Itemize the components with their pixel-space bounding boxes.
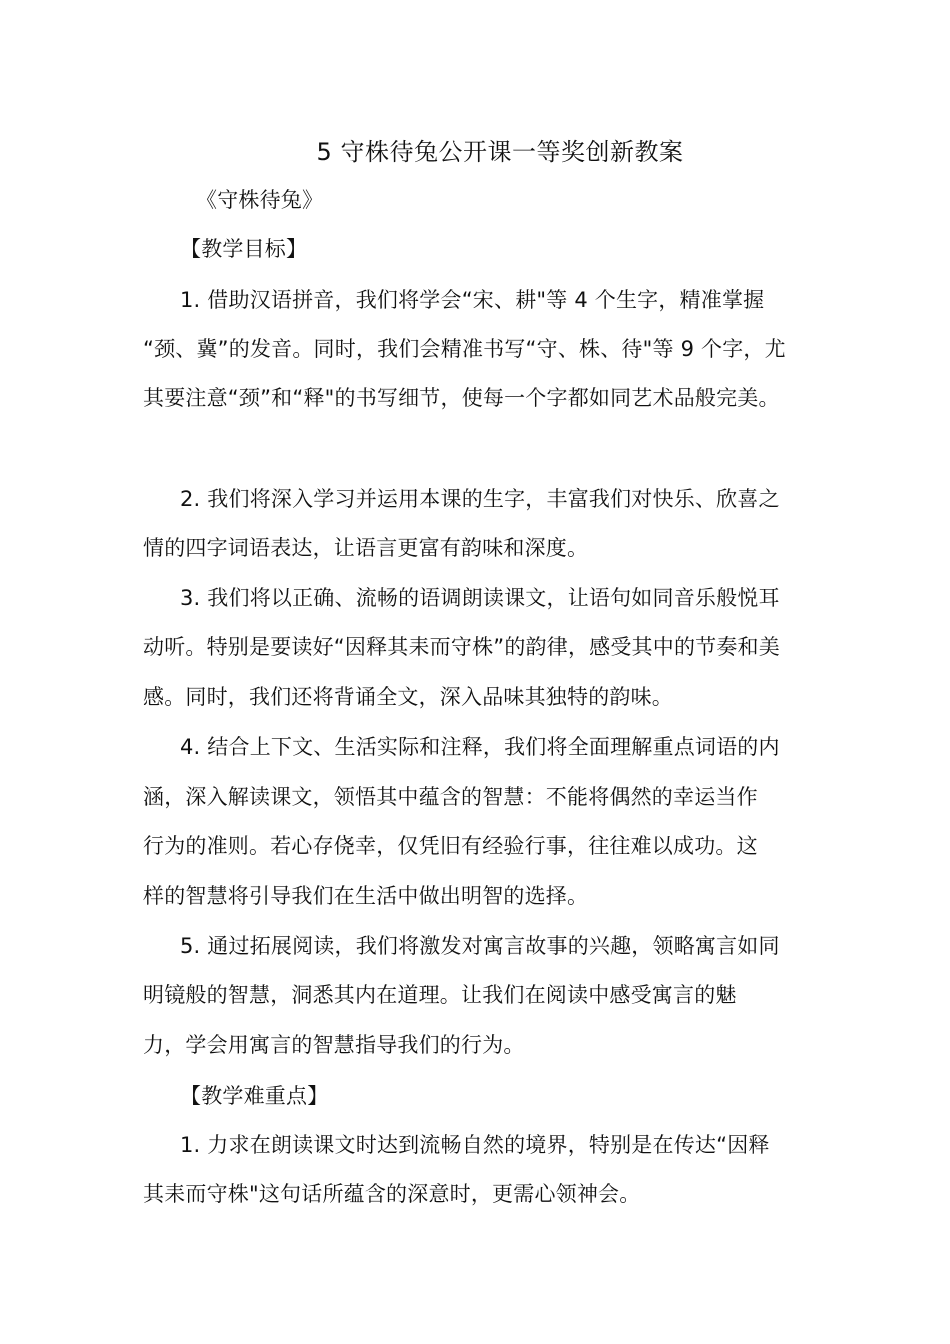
paragraph-line: 涵，深入解读课文，领悟其中蕴含的智慧：不能将偶然的幸运当作: [143, 785, 758, 809]
paragraph-line: 行为的准则。若心存侥幸，仅凭旧有经验行事，往往难以成功。这: [143, 834, 758, 858]
paragraph-line: 4. 结合上下文、生活实际和注释，我们将全面理解重点词语的内: [180, 735, 780, 759]
paragraph-line: 样的智慧将引导我们在生活中做出明智的选择。: [143, 884, 589, 908]
paragraph-line: 2. 我们将深入学习并运用本课的生字，丰富我们对快乐、欣喜之: [180, 487, 780, 511]
paragraph-line: 1. 借助汉语拼音，我们将学会“宋、耕"等 4 个生字，精准掌握: [180, 288, 765, 312]
section-heading-key-points: 【教学难重点】: [180, 1084, 329, 1108]
paragraph-line: 5. 通过拓展阅读，我们将激发对寓言故事的兴趣，领略寓言如同: [180, 934, 780, 958]
paragraph-line: 其耒而守株"这句话所蕴含的深意时，更需心领神会。: [143, 1182, 641, 1206]
paragraph-line: 情的四字词语表达，让语言更富有韵味和深度。: [143, 536, 589, 560]
paragraph-line: “颈、冀”的发音。同时，我们会精准书写“守、株、待"等 9 个字，尤: [143, 337, 786, 361]
paragraph-line: 动听。特别是要读好“因释其耒而守株”的韵律，感受其中的节奏和美: [143, 635, 780, 659]
paragraph-line: 明镜般的智慧，洞悉其内在道理。让我们在阅读中感受寓言的魅: [143, 983, 737, 1007]
paragraph-line: 3. 我们将以正确、流畅的语调朗读课文，让语句如同音乐般悦耳: [180, 586, 780, 610]
paragraph-line: 其要注意“颈”和“释"的书写细节，使每一个字都如同艺术品般完美。: [143, 386, 780, 410]
paragraph-line: 感。同时，我们还将背诵全文，深入品味其独特的韵味。: [143, 685, 673, 709]
section-heading-objectives: 【教学目标】: [180, 237, 308, 261]
lesson-name: 《守株待兔》: [196, 188, 324, 212]
document-title: 5 守株待兔公开课一等奖创新教案: [316, 138, 684, 166]
paragraph-line: 1. 力求在朗读课文时达到流畅自然的境界，特别是在传达“因释: [180, 1133, 770, 1157]
paragraph-line: 力，学会用寓言的智慧指导我们的行为。: [143, 1033, 525, 1057]
